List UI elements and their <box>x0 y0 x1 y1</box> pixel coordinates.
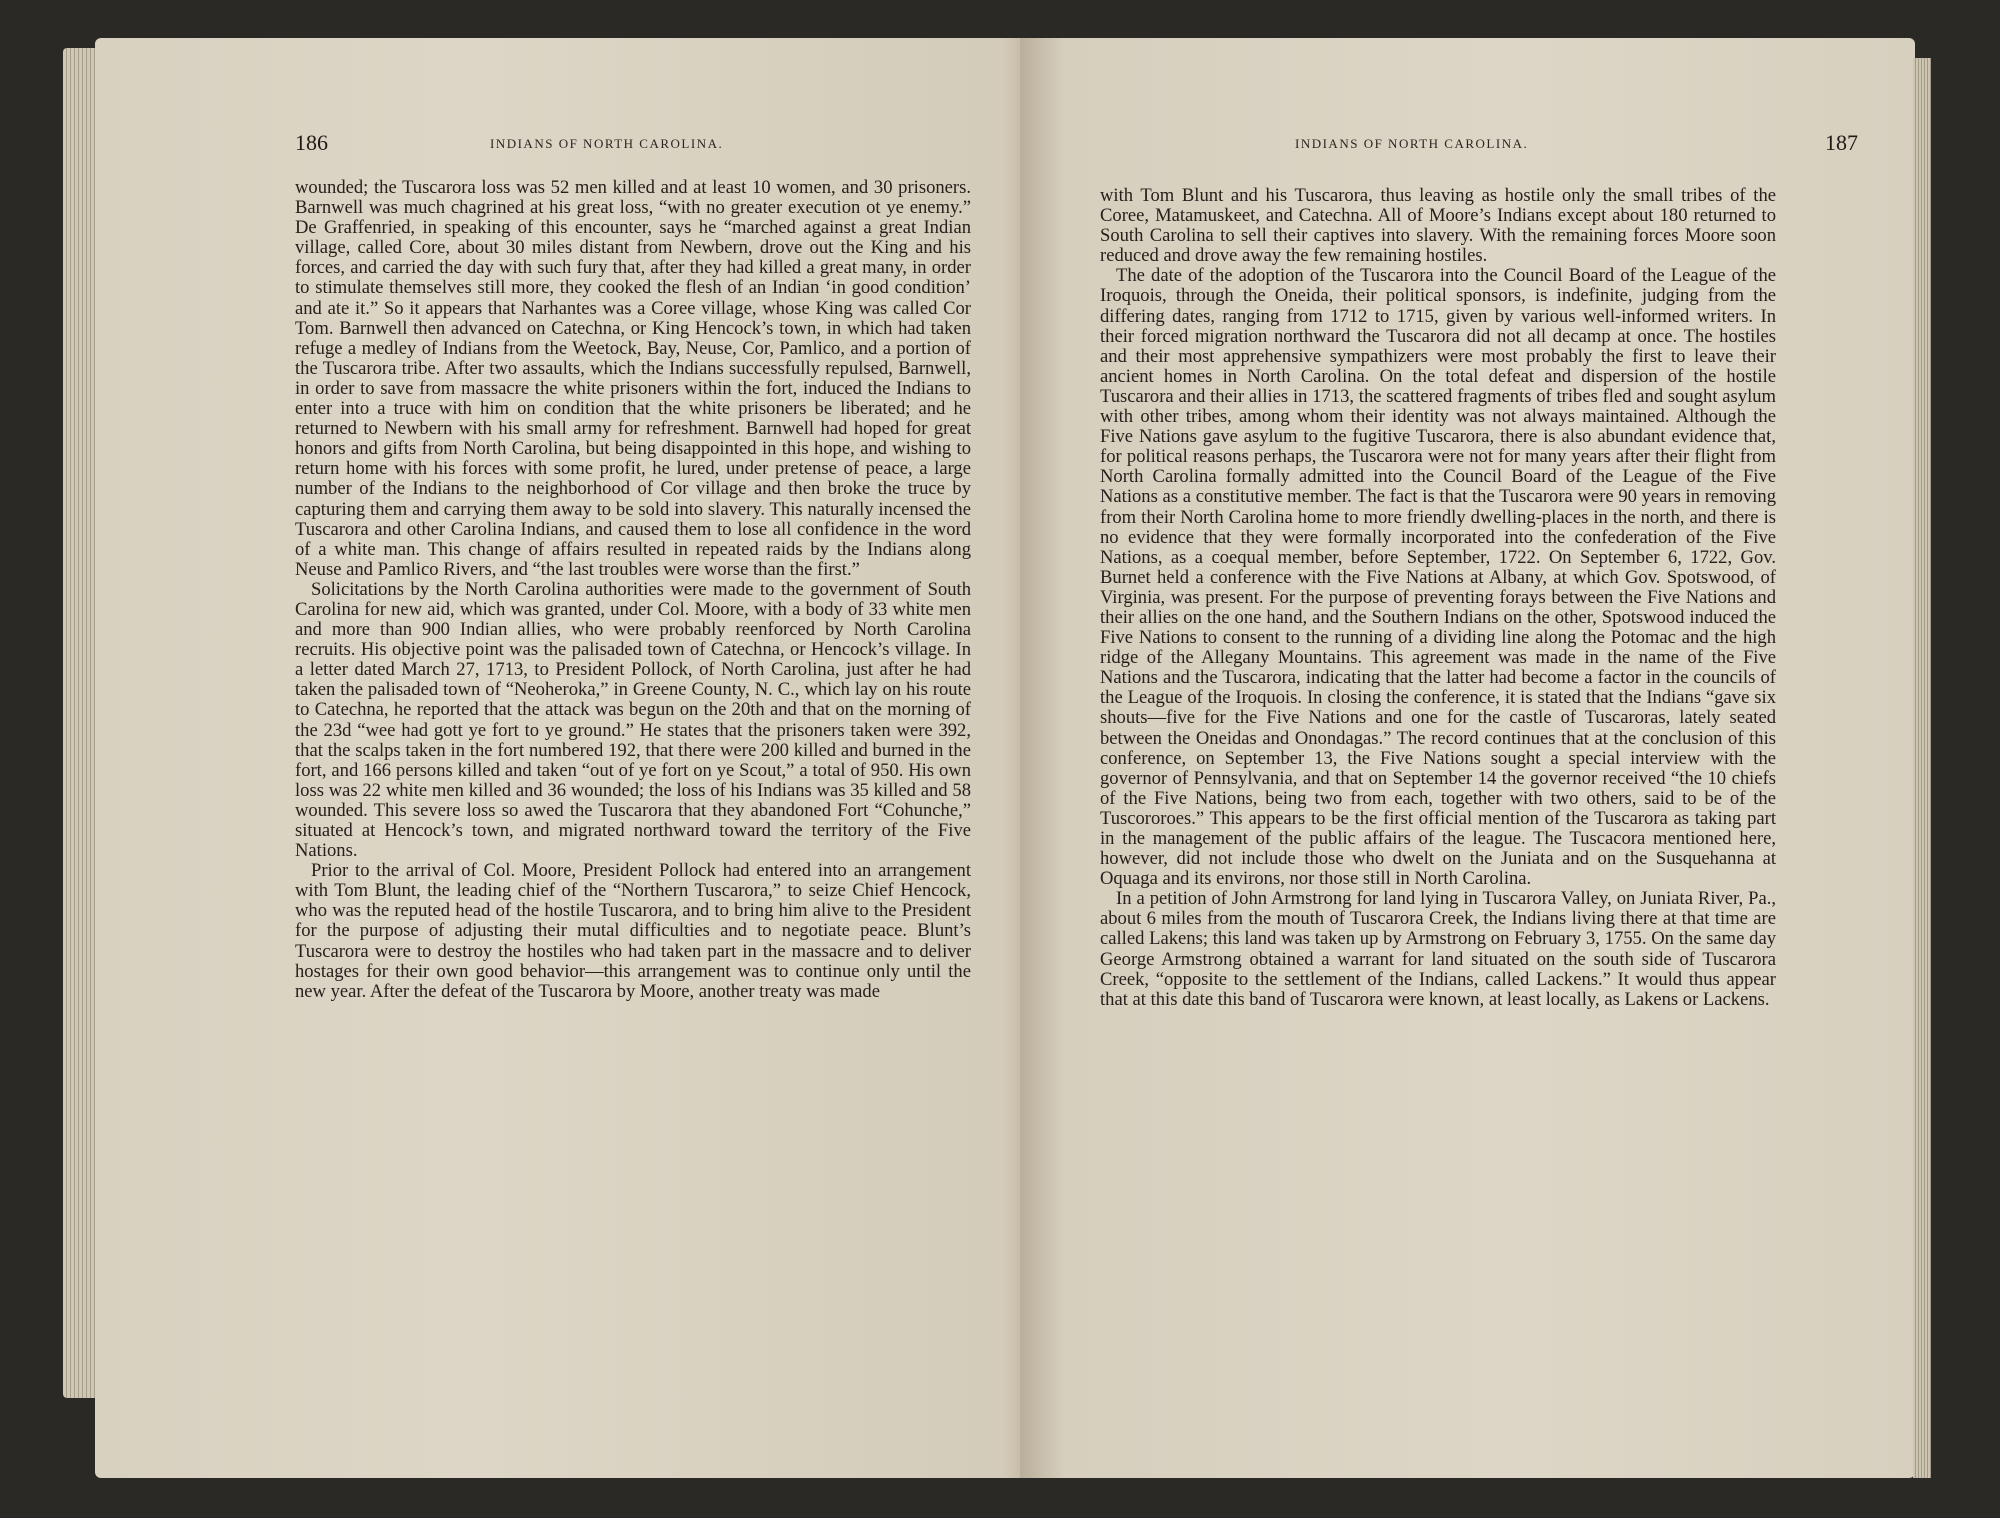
running-head: INDIANS OF NORTH CAROLINA. <box>490 136 724 151</box>
page-number: 187 <box>1825 130 1858 155</box>
left-page <box>95 38 1040 1478</box>
paragraph: Solicitations by the North Carolina authorities were made to the government of South Carolina for new aid, which was granted, under Col. Moore, with a body of 33 white men and more than 900 Indian allies, who were probably reenforced by North Carolina recruits. His objective point was the palisaded town of Catechna, or Hencock’s village. In a letter dated March 27, 1713, to President Pollock, of North Carolina, just after he had taken the palisaded town of “Neoheroka,” in Greene County, N. C., which lay on his route to Catechna, he reported that the attack was begun on the 20th and that on the morning of the 23d “wee had gott ye fort to ye ground.” He states that the prisoners taken were 392, that the scalps taken in the fort numbered 192, that there were 200 killed and burned in the fort, and 166 persons killed and taken “out of ye fort on ye Scout,” a total of 950. His own loss was 22 white men killed and 36 wounded; the loss of his Indians was 35 killed and 58 wounded. This severe loss so awed the Tuscarora that they abandoned Fort “Cohunche,” situated at Hencock’s town, and migrated northward toward the territory of the Five Nations. <box>295 578 971 862</box>
open-book <box>55 38 1945 1488</box>
paragraph: wounded; the Tuscarora loss was 52 men killed and at least 10 women, and 30 prisoners. Barnwell was much chagrined at his great loss, “with no greater execution ot ye enemy.” De Graffenried, in speaking of this encounter, says he “marched against a great Indian village, called Core, about 30 miles distant from Newbern, drove out the King and his forces, and carried the day with such fury that, after they had killed a great many, in order to stimulate themselves still more, they cooked the flesh of an Indian ‘in good condition’ and ate it.” So it appears that Narhantes was a Coree village, whose King was called Cor Tom. Barnwell then advanced on Catechna, or King Hencock’s town, in which had taken refuge a medley of Indians from the Weetock, Bay, Neuse, Cor, Pamlico, and a portion of the Tuscarora tribe. After two assaults, which the Indians successfully repulsed, Barnwell, in order to save from massacre the white prisoners within the fort, induced the Indians to enter into a truce with him on condition that the white prisoners be liberated; and he returned to Newbern with his small army for refreshment. Barnwell had hoped for great honors and gifts from North Carolina, but being disappointed in this hope, and wishing to return home with his forces with some profit, he lured, under pretense of peace, a large number of the Indians to the neighborhood of Cor village and then broke the truce by capturing them and carrying them away to be sold into slavery. This naturally incensed the Tuscarora and other Carolina Indians, and caused them to lose all confidence in the word of a white man. This change of affairs resulted in repeated raids by the Indians along Neuse and Pamlico Rivers, and “the last troubles were worse than the first.” <box>295 177 971 580</box>
right-page <box>1020 38 1915 1478</box>
paragraph: Prior to the arrival of Col. Moore, President Pollock had entered into an arrangement with Tom Blunt, the leading chief of the “Northern Tuscarora,” to seize Chief Hencock, who was the reputed head of the hostile Tuscarora, and to bring him alive to the President for the purpose of adjusting their mutal difficulties and to negotiate peace. Blunt’s Tuscarora were to destroy the hostiles who had taken part in the massacre and to deliver hostages for their own good behavior—this arrangement was to continue only until the new year. After the defeat of the Tuscarora by Moore, another treaty was made <box>295 860 971 1002</box>
page-text <box>1100 186 1776 1010</box>
page-number: 186 <box>295 130 328 155</box>
page-text <box>295 178 971 1002</box>
right-page-edges <box>1913 58 1931 1478</box>
paragraph: In a petition of John Armstrong for land lying in Tuscarora Valley, on Juniata River, Pa., about 6 miles from the mouth of Tuscarora Creek, the Indians living there at that time are called Lakens; this land was taken up by Armstrong on February 3, 1755. On the same day George Armstrong obtained a warrant for land situated on the south side of Tuscarora Creek, “opposite to the settlement of the Indians, called Lackens.” It would thus appear that at this date this band of Tuscarora were known, at least locally, as Lakens or Lackens. <box>1100 888 1776 1010</box>
running-head: INDIANS OF NORTH CAROLINA. <box>1295 136 1529 151</box>
paragraph: with Tom Blunt and his Tuscarora, thus leaving as hostile only the small tribes of the Coree, Matamuskeet, and Catechna. All of Moore’s Indians except about 180 returned to South Carolina to sell their captives into slavery. With the remaining forces Moore soon reduced and drove away the few remaining hostiles. <box>1100 185 1776 267</box>
paragraph: The date of the adoption of the Tuscarora into the Council Board of the League of the Iroquois, through the Oneida, their political sponsors, is indefinite, judging from the differing dates, ranging from 1712 to 1715, given by various well-informed writers. In their forced migration northward the Tuscarora did not all decamp at once. The hostiles and their most apprehensive sympathizers were most probably the first to leave their ancient homes in North Carolina. On the total defeat and dispersion of the hostile Tuscarora and their allies in 1713, the scattered fragments of tribes fled and sought asylum with other tribes, among whom their identity was not always maintained. Although the Five Nations gave asylum to the fugitive Tuscarora, there is also abundant evidence that, for political reasons perhaps, the Tuscarora were not for many years after their flight from North Carolina formally admitted into the Council Board of the League of the Five Nations as a constitutive member. The fact is that the Tuscarora were 90 years in removing from their North Carolina home to more friendly dwelling-places in the north, and there is no evidence that they were formally incorporated into the confederation of the Five Nations, as a coequal member, before September, 1722. On September 6, 1722, Gov. Burnet held a conference with the Five Nations at Albany, at which Gov. Spotswood, of Virginia, was present. For the purpose of preventing forays between the Five Nations and their allies on the one hand, and the Southern Indians on the other, Spotswood induced the Five Nations to consent to the running of a dividing line along the Potomac and the high ridge of the Allegany Mountains. This agreement was made in the name of the Five Nations and the Tuscarora, indicating that the latter had become a factor in the councils of the League of the Iroquois. In closing the conference, it is stated that the Indians “gave six shouts—five for the Five Nations and one for the castle of Tuscaroras, lately seated between the Oneidas and Onondagas.” The record continues that at the conclusion of this conference, on September 13, the Five Nations sought a special interview with the governor of Pennsylvania, and that on September 14 the governor received “the 10 chiefs of the Five Nations, being two from each, together with two others, said to be of the Tuscororoes.” This appears to be the first official mention of the Tuscarora as taking part in the management of the public affairs of the league. The Tuscacora mentioned here, however, did not include those who dwelt on the Juniata and on the Susquehanna at Oquaga and its environs, nor those still in North Carolina. <box>1100 265 1776 890</box>
